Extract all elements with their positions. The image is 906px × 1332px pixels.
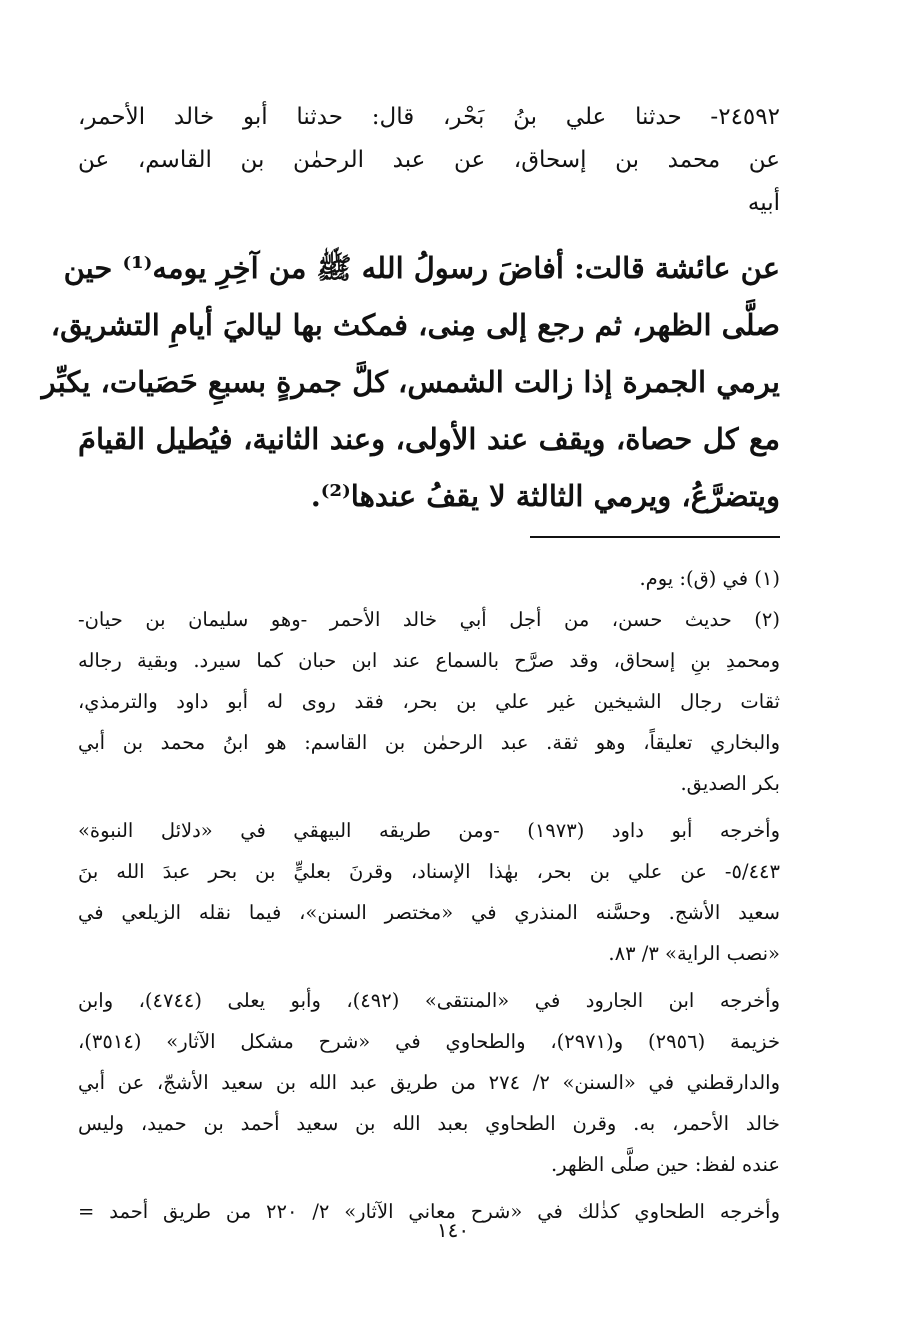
footnote-line: وأخرجه الطحاوي كذٰلك في «شرح معاني الآثار» ٢/ ٢٢٠ من طريق أحمد = <box>78 1200 780 1223</box>
footnote-paragraph <box>78 810 780 974</box>
footnote-line: والبخاري تعليقاً، وهو ثقة. عبد الرحمٰن بن القاسم: هو ابنُ محمد بن أبي <box>78 731 780 754</box>
footnote-1 <box>78 558 780 599</box>
matn-line: يرمي الجمرة إذا زالت الشمس، كلَّ جمرةٍ بسبعِ حَصَيات، يكبِّر <box>41 365 780 399</box>
footnote-line: عنده لفظ: حين صلَّى الظهر. <box>550 1153 780 1176</box>
footnote-line: بكر الصديق. <box>680 772 780 795</box>
footnote-separator <box>530 536 780 538</box>
footnote-line: (٢) حديث حسن، من أجل أبي خالد الأحمر -وهو سليمان بن حيان- <box>78 608 780 631</box>
matn-line: مع كل حصاة، ويقف عند الأولى، وعند الثانية، فيُطيل القيامَ <box>78 422 780 456</box>
footnote-line: (١) في (ق): يوم. <box>639 567 780 590</box>
hadith-matn <box>41 240 780 525</box>
matn-line: ويتضرَّعُ، ويرمي الثالثة لا يقفُ عندها⁽²⁾. <box>310 479 780 513</box>
isnad-line: ٢٤٥٩٢- حدثنا علي بنُ بَحْر، قال: حدثنا أبو خالد الأحمر، <box>78 104 780 130</box>
matn-line: صلَّى الظهر، ثم رجع إلى مِنى، فمكث بها لياليَ أيامِ التشريق، <box>50 308 780 342</box>
footnotes <box>78 558 780 1232</box>
isnad-line: عن محمد بن إسحاق، عن عبد الرحمٰن بن القاسم، عن <box>78 147 780 173</box>
hadith-isnad <box>78 96 780 225</box>
footnote-paragraph <box>78 980 780 1185</box>
page-number: ١٤٠ <box>436 1218 470 1242</box>
footnote-line: وأخرجه أبو داود (١٩٧٣) -ومن طريقه البيهقي في «دلائل النبوة» <box>78 819 780 842</box>
isnad-line: أبيه <box>747 190 780 216</box>
footnote-line: خزيمة (٢٩٥٦) و(٢٩٧١)، والطحاوي في «شرح مشكل الآثار» (٣٥١٤)، <box>78 1030 780 1053</box>
footnote-line: سعيد الأشج. وحسَّنه المنذري في «مختصر السنن»، فيما نقله الزيلعي في <box>78 901 780 924</box>
footnote-line: «نصب الراية» ٣/ ٨٣. <box>608 942 780 965</box>
matn-line: عن عائشة قالت: أفاضَ رسولُ الله ﷺ من آخِرِ يومه⁽¹⁾ حين <box>63 251 780 285</box>
footnote-2 <box>78 599 780 804</box>
footnote-line: وأخرجه ابن الجارود في «المنتقى» (٤٩٢)، وأبو يعلى (٤٧٤٤)، وابن <box>78 989 780 1012</box>
footnote-line: ثقات رجال الشيخين غير علي بن بحر، فقد روى له أبو داود والترمذي، <box>78 690 780 713</box>
footnote-line: والدارقطني في «السنن» ٢/ ٢٧٤ من طريق عبد الله بن سعيد الأشجّ، عن أبي <box>78 1071 780 1094</box>
footnote-line: خالد الأحمر، به. وقرن الطحاوي بعبد الله بن سعيد أحمد بن حميد، وليس <box>78 1112 780 1135</box>
footnote-line: ٥/٤٤٣- عن علي بن بحر، بهٰذا الإسناد، وقرنَ بعليٍّ بن بحر عبدَ الله بنَ <box>78 860 780 883</box>
footnote-line: ومحمدِ بنِ إسحاق، وقد صرَّح بالسماع عند ابن حبان كما سيرد. وبقية رجاله <box>78 649 780 672</box>
